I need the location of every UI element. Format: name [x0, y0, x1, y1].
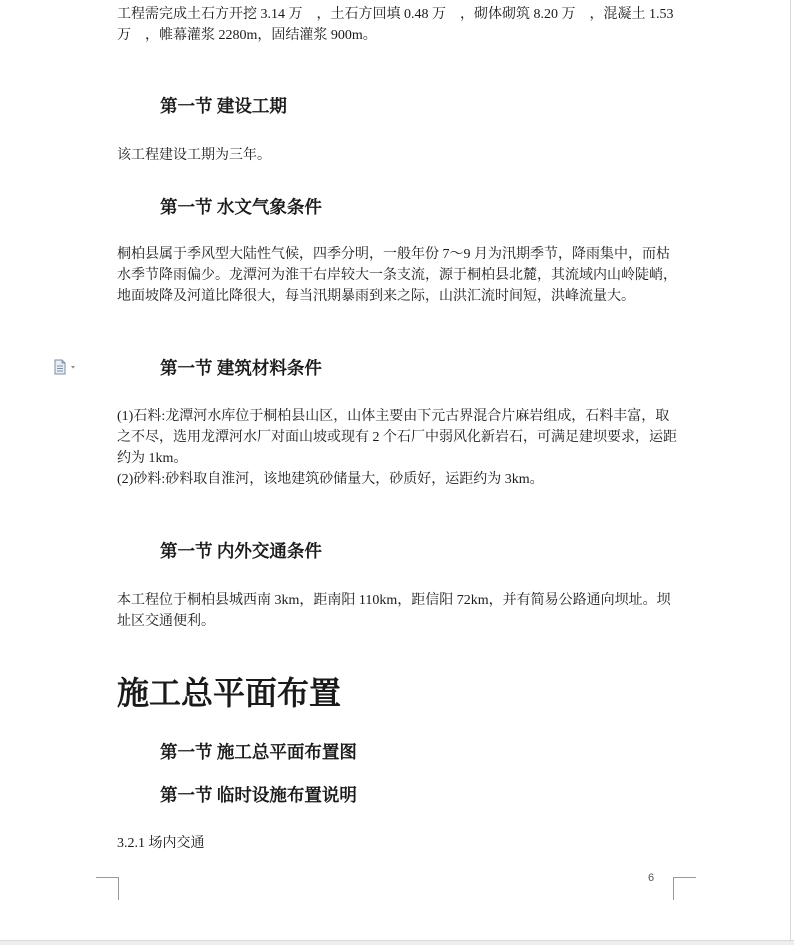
heading-materials: 第一节 建筑材料条件: [160, 358, 322, 378]
crop-mark-left: [96, 877, 119, 900]
crop-mark-right: [673, 877, 696, 900]
paragraph-site-traffic: 3.2.1 场内交通: [117, 836, 205, 851]
heading-temp-facilities: 第一节 临时设施布置说明: [160, 785, 357, 805]
heading-hydrology-climate: 第一节 水文气象条件: [160, 197, 322, 217]
paragraph-stone: (1)石料:龙潭河水库位于桐柏县山区，山体主要由下元古界混合片麻岩组成，石料丰富，取之不尽，选用龙潭河水厂对面山坡或现有 2 个石厂中弱风化新岩石，可满足建坝要求，运距约为 1km。: [117, 409, 677, 466]
heading-layout-plan: 第一节 施工总平面布置图: [160, 742, 357, 762]
document-icon[interactable]: [54, 359, 80, 375]
page-right-edge: [790, 0, 791, 944]
paragraph-traffic: 本工程位于桐柏县城西南 3km，距南阳 110km，距信阳 72km，并有简易公路通向坝址。坝址区交通便利。: [117, 593, 671, 629]
paragraph-hydrology: 桐柏县属于季风型大陆性气候，四季分明，一般年份 7～9 月为汛期季节，降雨集中，而枯水季节降雨偏少。龙潭河为淮干右岸较大一条支流，源于桐柏县北麓，其流域内山岭陡峭，地面坡降及河道比降很大，每当汛期暴雨到来之际，山洪汇流时间短，洪峰流量大。: [117, 247, 677, 304]
heading-construction-period: 第一节 建设工期: [160, 96, 287, 116]
page-number: 6: [648, 872, 655, 884]
paragraph-period: 该工程建设工期为三年。: [117, 148, 271, 163]
paragraph-sand: (2)砂料:砂料取自淮河，该地建筑砂储量大，砂质好，运距约为 3km。: [117, 472, 544, 487]
page-bottom-gap: [0, 940, 794, 945]
paragraph-quantities: 工程需完成土石方开挖 3.14 万 ，土石方回填 0.48 万 ，砌体砌筑 8.20 万 ，混凝土 1.53 万 ，帷幕灌浆 2280m，固结灌浆 900m。: [117, 7, 674, 43]
chapter-title: 施工总平面布置: [117, 674, 342, 712]
heading-transport: 第一节 内外交通条件: [160, 541, 322, 561]
